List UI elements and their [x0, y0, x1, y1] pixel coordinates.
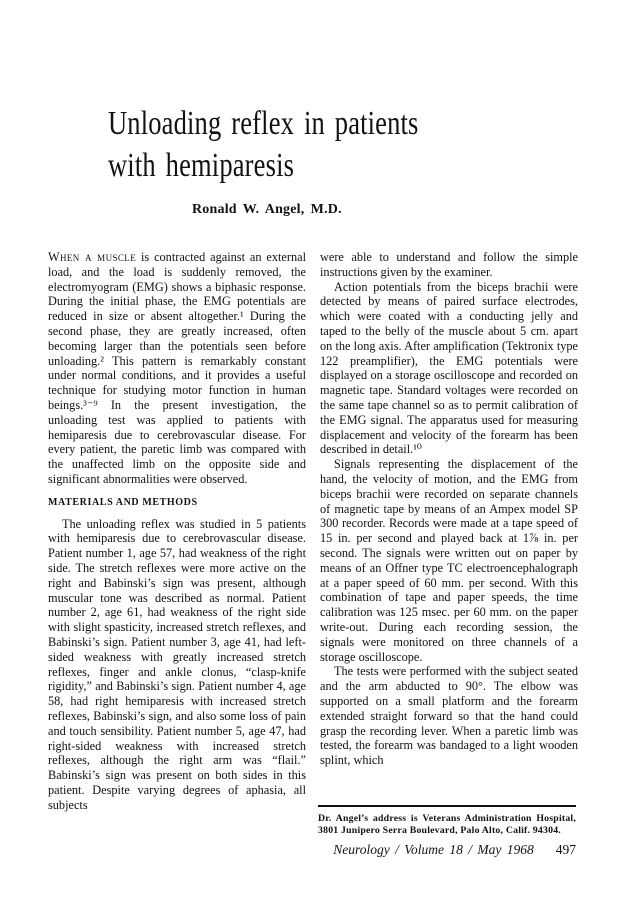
footnote-divider [318, 805, 576, 807]
left-column [48, 250, 306, 812]
opening-smallcaps-phrase: When a muscle [48, 250, 137, 264]
signals-paragraph: Signals representing the displacement of the hand, the velocity of motion, and the EMG from biceps brachii were recorded on separate channels of magnetic tape by means of an Ampex model SP 300 recorder. Records were made at a tape speed of 15 in. per second and played back at 1⅞ in. per second. The signals were written out on paper by means of an Offner type TC electroencephalograph at a paper speed of 60 mm. per second. With this combination of tape and paper speeds, the time calibration was 125 msec. per 60 mm. on the paper write-out. During each recording session, the signals were monitored on three channels of a storage oscilloscope. [320, 457, 578, 664]
footnote-text: Dr. Angel’s address is Veterans Administration Hospital, 3801 Junipero Serra Boulevard, Palo Alto, Calif. 94304. [318, 813, 576, 836]
action-potentials-paragraph: Action potentials from the biceps brachii were detected by means of paired surface electrodes, which were coated with a conducting jelly and taped to the belly of the muscle about 5 cm. apart on the long axis. After amplification (Tektronix type 122 preamplifier), the EMG potentials were displayed on a storage oscilloscope and recorded on magnetic tape. Standard voltages were recorded on the same tape channel so as to permit calibration of the EMG signal. The apparatus used for measuring displacement and velocity of the forearm has been described in detail.¹⁰ [320, 279, 578, 457]
footnote [318, 805, 576, 836]
article-title [108, 103, 482, 187]
article-author: Ronald W. Angel, M.D. [192, 202, 342, 217]
journal-citation: Neurology / Volume 18 / May 1968 [333, 842, 534, 857]
methods-paragraph: The unloading reflex was studied in 5 patients with hemiparesis due to cerebrovascular disease. Patient number 1, age 57, had weakness of the right side. The stretch reflexes were more active on the right and Babinski’s sign was present, although muscular tone was described as normal. Patient number 2, age 61, had weakness of the right side with slight spasticity, increased stretch reflexes, and Babinski’s sign. Patient number 3, age 41, had left-sided weakness with greatly increased stretch reflexes, finger and ankle clonus, “clasp-knife rigidity,” and Babinski’s sign. Patient number 4, age 58, had right hemiparesis with increased stretch reflexes, Babinski’s sign, and also some loss of pain and touch sensibility. Patient number 5, age 47, had right-sided weakness with increased stretch reflexes, although the right arm was “flail.” Babinski’s sign was present on both sides in this patient. Despite varying degrees of aphasia, all subjects [48, 516, 306, 812]
article-title-line-2: with hemiparesis [108, 147, 295, 184]
tests-paragraph: The tests were performed with the subject seated and the arm abducted to 90°. The elbow was supported on a small platform and the forearm extended straight forward so that the hand could grasp the recording lever. When a paretic limb was tested, the forearm was bandaged to a light wooden splint, which [320, 664, 578, 768]
page-footer [320, 842, 576, 858]
continuation-paragraph: were able to understand and follow the simple instructions given by the examiner. [320, 250, 578, 279]
opening-paragraph [48, 250, 306, 487]
opening-paragraph-text: is contracted against an external load, and the load is suddenly removed, the electromyogram (EMG) shows a biphasic response. During the initial phase, the EMG potentials are reduced in size or absent altogether.¹ During the second phase, they are greatly increased, often becoming larger than the potentials seen before unloading.² This pattern is remarkably constant under normal conditions, and it provides a useful technique for studying motor function in human beings.³⁻⁹ In the present investigation, the unloading test was applied to patients with hemiparesis due to cerebrovascular disease. For every patient, the paretic limb was compared with the unaffected limb on the opposite side and significant abnormalities were observed. [48, 250, 306, 486]
section-heading-materials-and-methods: MATERIALS AND METHODS [48, 496, 198, 508]
page-number: 497 [555, 842, 576, 857]
article-title-line-1: Unloading reflex in patients [108, 105, 419, 142]
right-column [320, 250, 578, 768]
